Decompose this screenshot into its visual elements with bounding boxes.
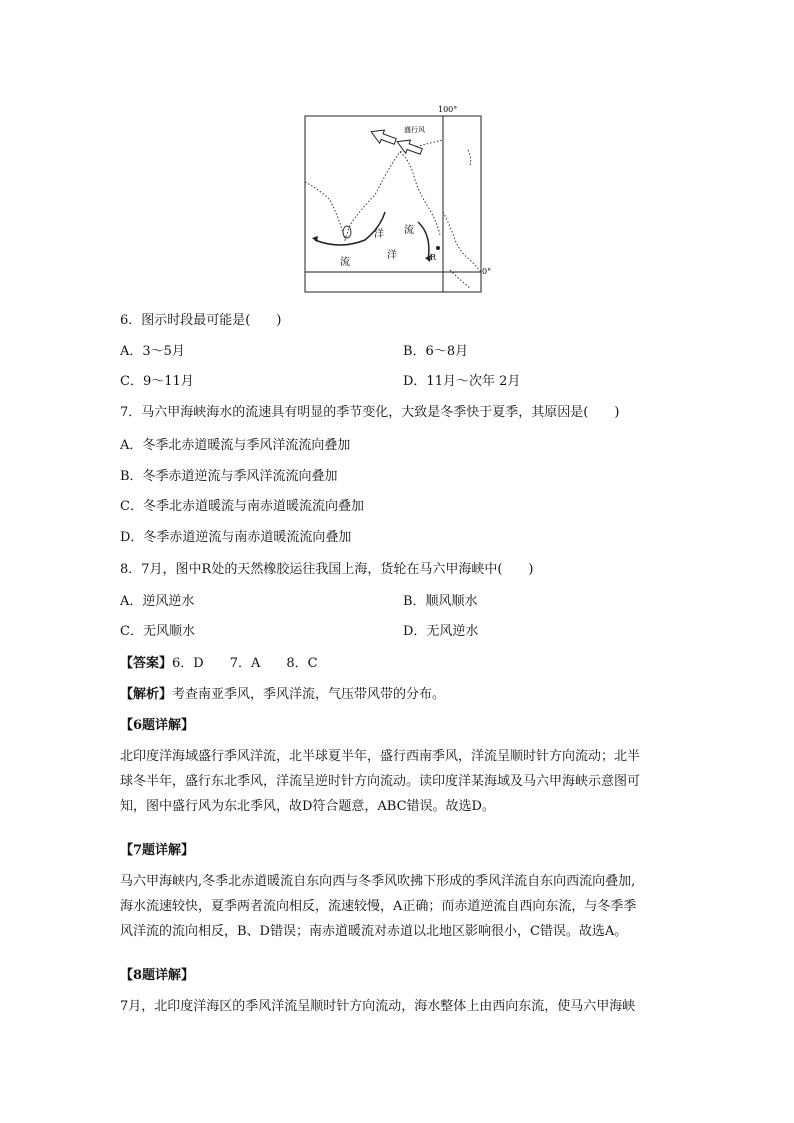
equator-label: 0°	[482, 267, 492, 276]
current-label-3: 流	[404, 225, 414, 236]
longitude-label: 100°	[438, 105, 458, 114]
q7-stem: 7．马六甲海峡海水的流速具有明显的季节变化，大致是冬季快于夏季，其原因是( )	[120, 405, 620, 420]
q6-option-d: D．11月～次年 2月	[403, 374, 521, 389]
wind-arrow-icon-2	[394, 136, 423, 158]
wind-arrow-icon	[368, 126, 397, 148]
point-r-marker	[436, 246, 440, 250]
q8-option-d: D．无风逆水	[403, 624, 479, 639]
map-figure	[300, 100, 490, 300]
detail-8-line: 7月，北印度洋海区的季风洋流呈顺时针方向流动，海水整体上由西向东流，使马六甲海峡	[120, 999, 636, 1014]
answer-line	[120, 656, 318, 672]
wind-label: 盛行风	[404, 126, 425, 134]
q8-option-a: A．逆风逆水	[120, 594, 195, 609]
detail-6-line: 球冬半年，盛行东北季风，洋流呈逆时针方向流动。读印度洋某海域及马六甲海峡示意图可	[120, 774, 641, 789]
detail-7-line: 马六甲海峡内,冬季北赤道暖流自东向西与冬季风吹拂下形成的季风洋流自东向西流向叠加,	[120, 874, 636, 889]
q6-option-c: C．9～11月	[120, 374, 194, 389]
analysis-text: 考查南亚季风，季风洋流，气压带风带的分布。	[172, 687, 446, 702]
answer-label: 【答案】	[120, 656, 173, 671]
point-r-label: R	[430, 253, 437, 262]
detail-6-body	[120, 744, 680, 819]
detail-8-body	[120, 994, 680, 1019]
q8-stem: 8．7月，图中R处的天然橡胶运往我国上海，货轮在马六甲海峡中( )	[120, 562, 534, 577]
current-label-1: 流	[340, 257, 350, 268]
map-drawing	[300, 100, 490, 300]
detail-6-line: 知，图中盛行风为东北季风，故D符合题意，ABC错误。故选D。	[120, 799, 495, 814]
detail-7-line: 风洋流的流向相反，B、D错误；南赤道暖流对赤道以北地区影响很小，C错误。故选A。	[120, 924, 628, 939]
current-label-2: 洋	[374, 229, 384, 240]
q7-option-b: B．冬季赤道逆流与季风洋流流向叠加	[120, 469, 338, 484]
q6-option-a: A．3～5月	[120, 344, 185, 359]
q6-stem: 6．图示时段最可能是( )	[120, 313, 282, 328]
q7-option-d: D．冬季赤道逆流与南赤道暖流流向叠加	[120, 530, 352, 545]
detail-6-title: 【6题详解】	[120, 718, 195, 733]
q8-option-c: C．无风顺水	[120, 624, 195, 639]
detail-7-title: 【7题详解】	[120, 843, 195, 858]
answer-text: 6．D 7．A 8．C	[172, 656, 318, 671]
detail-7-body	[120, 869, 680, 944]
detail-8-title: 【8题详解】	[120, 968, 195, 983]
q8-option-b: B．顺风顺水	[403, 594, 478, 609]
detail-6-line: 北印度洋海域盛行季风洋流，北半球夏半年，盛行西南季风，洋流呈顺时针方向流动；北半	[120, 749, 641, 764]
analysis-label: 【解析】	[120, 687, 173, 702]
current-label-4: 洋	[387, 250, 397, 261]
q6-option-b: B．6～8月	[403, 344, 469, 359]
detail-7-line: 海水流速较快，夏季两者流向相反，流速较慢，A正确；而赤道逆流自西向东流，与冬季季	[120, 899, 637, 914]
q7-option-c: C．冬季北赤道暖流与南赤道暖流流向叠加	[120, 499, 364, 514]
analysis-line	[120, 687, 445, 703]
q7-option-a: A．冬季北赤道暖流与季风洋流流向叠加	[120, 438, 351, 453]
